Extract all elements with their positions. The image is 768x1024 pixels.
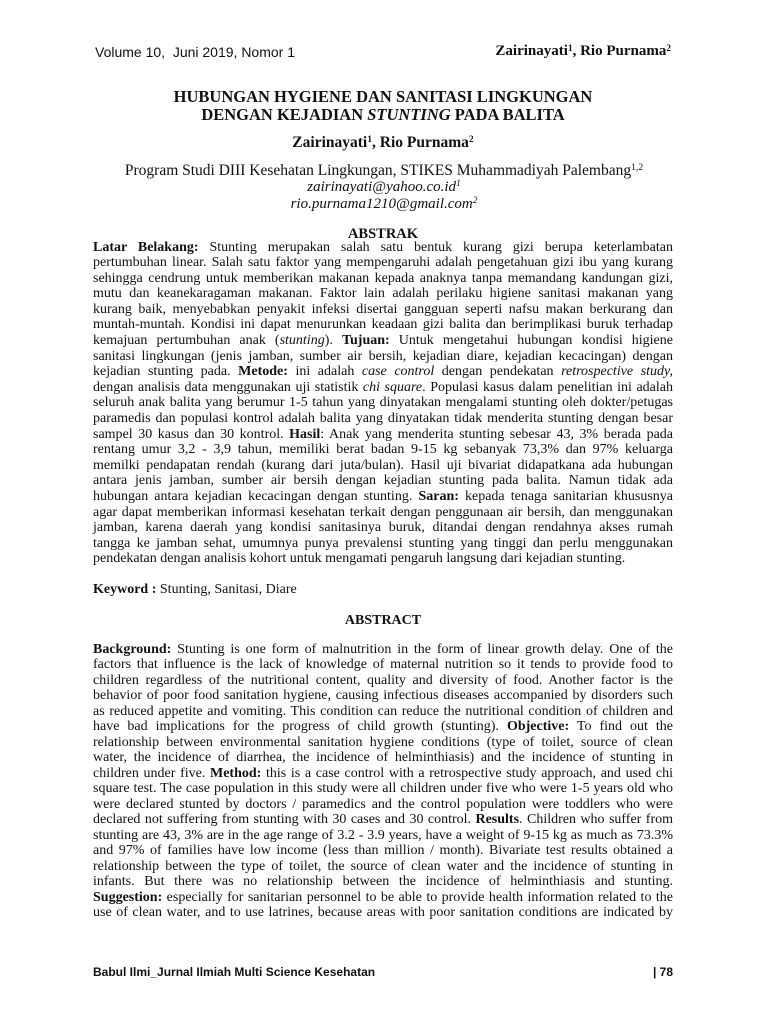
paragraph-line: [93, 536, 673, 552]
text-run: mutu dan keanekaragaman makanan. Faktor lain adalah perilaku higiene sanitasi makanan yang: [93, 286, 673, 302]
paragraph-line: [93, 442, 673, 458]
text-run: this is a case control with a retrospective study approach, and used chi: [261, 765, 673, 781]
superscript-marker: 2: [468, 134, 474, 146]
superscript-marker: 1: [367, 134, 373, 146]
paragraph-line: [93, 520, 673, 536]
line-text: [93, 642, 673, 657]
paragraph-line: [93, 427, 673, 443]
bold-label: Keyword :: [93, 581, 157, 597]
text-run: declared not suffering from stunting with 30 cases and 30 control.: [93, 812, 476, 827]
line-text: [93, 859, 673, 874]
author-list: [93, 134, 673, 152]
line-text: [93, 812, 673, 827]
line-text: [93, 255, 673, 270]
line-text: [93, 551, 625, 566]
abstrak-heading: ABSTRAK: [347, 226, 419, 242]
line-text: [93, 688, 673, 703]
text-run: ini adalah: [287, 364, 362, 380]
superscript-marker: 1: [456, 179, 461, 190]
text-run: pertumbuhan linear. Salah satu faktor yang mempengaruhi adalah pengetahuan gizi ibu yang kurang: [93, 255, 673, 271]
text-run: relationship between the type of toilet, the source of clean water and the incidence of stunting in: [93, 858, 673, 874]
paragraph-line: [93, 349, 673, 365]
text-run: agar dapat memberikan informasi kesehatan terkait dengan penggunaan air bersih, dan menggunakan: [93, 504, 673, 520]
bold-label: Saran:: [418, 489, 459, 504]
bold-label: Metode:: [238, 364, 288, 380]
line-text: [93, 489, 673, 504]
line-text: [93, 781, 673, 796]
line-text: [93, 766, 673, 781]
text-run: Untuk mengetahui hubungan kondisi higiene: [389, 333, 673, 349]
line-text: [93, 735, 673, 750]
running-header-volume: Volume 10, Juni 2019, Nomor 1: [95, 44, 296, 60]
page-number: | 78: [652, 965, 673, 979]
line-text: [93, 704, 673, 719]
text-run: paramedis dan populasi kontrol adalah balita yang dinyatakan tidak menderita stunting dengan besar: [93, 411, 673, 427]
footer-journal-name: Babul Ilmi_Jurnal Ilmiah Multi Science Kesehatan: [93, 965, 376, 979]
paragraph-line: [93, 905, 673, 921]
text-run: , Rio Purnama: [372, 134, 469, 151]
paragraph-line: [93, 411, 673, 427]
line-text: [93, 458, 673, 473]
text-run: memilki pendapatan rendah (kurang dari juta/bulan). Hasil uji bivariat didapatkana ada hubungan: [93, 457, 673, 473]
text-run: ).: [324, 333, 342, 349]
text-run: chi square: [362, 379, 423, 395]
keywords: [93, 582, 297, 598]
text-run: PADA BALITA: [450, 105, 565, 124]
superscript-marker: 1,2: [631, 161, 644, 173]
text-run: DENGAN KEJADIAN: [201, 105, 368, 124]
paragraph-line: [93, 890, 673, 906]
text-run: Stunting merupakan salah satu bentuk kurang gizi berupa keterlambatan: [198, 239, 673, 255]
text-run: children regardless of the nutritional content, quality and diversity of food. Another factor is the: [93, 672, 673, 688]
paragraph-line: [93, 505, 673, 521]
line-text: [93, 657, 673, 672]
bold-label: Objective:: [506, 719, 570, 734]
line-text: [93, 395, 673, 410]
text-run: as reduced appetite and vomiting. This condition can reduce the nutritional condition of children and: [93, 703, 673, 719]
text-run: rentang umur 3,2 - 3,9 tahun, memiliki berat badan 9-15 kg sebanyak 73,3% dan 97% keluarga: [93, 442, 673, 458]
paragraph-line: [93, 657, 673, 673]
text-run: pendekatan dengan analisis kohort untuk mengamati pengaruh langsung dari kejadian stunting.: [93, 551, 626, 567]
paragraph-line: [93, 781, 673, 797]
text-run: were declared stunted by doctors / paramedics and the control population were toddlers who were: [93, 796, 673, 812]
line-text: [93, 520, 673, 535]
text-run: , Rio Purnama: [572, 43, 667, 59]
text-run: . Children who suffer from: [519, 812, 673, 827]
text-run: stunting: [279, 333, 325, 349]
text-run: zairinayati@yahoo.co.id: [307, 178, 457, 195]
text-run: kepada tenaga sanitarian khususnya: [458, 489, 673, 504]
paragraph-line: [93, 673, 673, 689]
bold-label: Suggestion:: [93, 889, 163, 905]
text-run: sehingga cendrung untuk memberikan makanan kepada anaknya tanpa memandang kandungan gizi,: [93, 270, 673, 286]
paragraph-line: [93, 719, 673, 735]
paragraph-line: [93, 380, 673, 396]
text-run: Zairinayati: [292, 134, 368, 151]
text-run: stunting are 43, 3% are in the age range of 3.2 - 3.9 years, have a weight of 9-15 kg as much as 73.3%: [93, 827, 673, 843]
paragraph-line: [93, 364, 673, 380]
paragraph-line: [93, 843, 673, 859]
paragraph-line: [93, 704, 673, 720]
institution: [60, 162, 708, 179]
superscript-marker: 1: [567, 43, 573, 54]
superscript-marker: 2: [666, 43, 671, 54]
line-text: [93, 750, 673, 765]
text-run: retrospective study,: [561, 364, 673, 380]
paragraph-line: [93, 302, 673, 318]
paragraph-line: [93, 859, 673, 875]
paragraph-line: [93, 240, 673, 256]
text-run: case control: [361, 364, 435, 380]
paragraph-line: [93, 750, 673, 766]
affiliation-block: [60, 162, 708, 213]
bold-label: Tujuan:: [341, 333, 390, 349]
paragraph-line: [93, 317, 673, 333]
text-run: Program Studi DIII Kesehatan Lingkungan, STIKES Muhammadiyah Palembang: [124, 161, 632, 179]
line-text: [93, 411, 673, 426]
abstrak-paragraph: [93, 240, 673, 567]
paragraph-line: [93, 255, 673, 271]
line-text: [93, 317, 673, 332]
paragraph-line: [93, 735, 673, 751]
paragraph-line: [93, 473, 673, 489]
paragraph-line: [93, 286, 673, 302]
line-text: [93, 240, 673, 255]
line-text: [93, 828, 673, 843]
text-run: : Anak yang menderita stunting sebesar 43, 3% berada pada: [320, 426, 674, 442]
paragraph-line: [93, 458, 673, 474]
text-run: tangga ke jamban sehat, umumnya punya prevalensi stunting yang tinggi dan perlu menggunakan: [93, 535, 673, 551]
paragraph-line: [93, 395, 673, 411]
line-text: [93, 302, 673, 317]
title-line-2: [93, 106, 673, 124]
text-run: use of clean water, and to use latrines, because areas with poor sanitation conditions are indicated by: [93, 905, 673, 920]
paragraph-line: [93, 874, 673, 890]
text-run: Stunting, Sanitasi, Diare: [156, 581, 297, 597]
line-text: [93, 364, 673, 379]
text-run: kemajuan pertumbuhan anak (: [93, 333, 280, 349]
paragraph-line: [93, 797, 673, 813]
line-text: [93, 874, 673, 889]
paragraph-line: [93, 333, 673, 349]
text-run: dengan analisis data menggunakan uji statistik: [93, 379, 363, 395]
paragraph-line: [93, 271, 673, 287]
bold-label: Hasil: [289, 426, 321, 442]
text-run: kejadian stunting pada.: [93, 364, 239, 380]
paragraph-line: [93, 551, 673, 567]
text-run: muntah-muntah. Kondisi ini dapat menurunkan keadaan gizi balita dan berimplikasi buruk terhadap: [93, 317, 673, 333]
text-run: . Populasi kasus dalam penelitian ini adalah: [422, 379, 674, 395]
text-run: To find out the: [569, 719, 673, 734]
line-text: [93, 380, 673, 395]
text-run: factors that influence is the lack of knowledge of maternal nutrition so it tends to provide food to: [93, 657, 673, 672]
line-text: [93, 286, 673, 301]
text-run: sanitasi lingkungan (jenis jamban, sumber air bersih, kejadian diare, kejadian kecacingan) dengan: [93, 348, 673, 364]
bold-label: Results: [475, 812, 520, 827]
bold-label: Background:: [93, 641, 172, 657]
text-run: Stunting is one form of malnutrition in the form of linear growth delay. One of the: [171, 641, 673, 657]
text-run: relationship between environmental sanitation hygiene conditions (type of toilet, source of clean: [93, 734, 673, 750]
paragraph-line: [93, 766, 673, 782]
text-run: behavior of poor food sanitation hygiene, causing infectious diseases accompanied by disorders such: [93, 688, 673, 703]
abstract-heading: ABSTRACT: [344, 613, 422, 628]
text-run: seluruh anak balita yang berumur 1-5 tahun yang dinyatakan mengalami stunting oleh dokter/petugas: [93, 395, 673, 411]
text-run: jamban, karena daerah yang kondisi sanitasinya buruk, ditandai dengan rendahnya akses rumah: [93, 520, 673, 536]
line-text: [93, 505, 673, 520]
article-title: [93, 88, 673, 124]
text-run: antara jenis jamban, sumber air bersih dengan kejadian stunting pada balita. Namun tidak ada: [93, 473, 673, 489]
abstract-paragraph: [93, 642, 673, 921]
line-text: [93, 536, 673, 551]
line-text: [93, 427, 673, 442]
bold-label: Latar Belakang:: [93, 239, 199, 255]
line-text: [93, 719, 673, 734]
paragraph-line: [93, 688, 673, 704]
line-text: [93, 442, 673, 457]
text-run: and 97% of families have low income (less than million / month). Bivariate test results obtained a: [93, 843, 673, 858]
text-run: children under five.: [93, 765, 210, 781]
line-text: [93, 349, 673, 364]
running-header-authors: [495, 43, 671, 60]
superscript-marker: 2: [472, 196, 478, 207]
bold-label: Method:: [210, 765, 262, 781]
paragraph-line: [93, 489, 673, 505]
line-text: [93, 673, 673, 688]
line-text: [93, 797, 673, 812]
text-run: Zairinayati: [495, 43, 568, 59]
text-run: square test. The case population in this study were all children under five who were 1-5 years old who: [93, 781, 673, 796]
text-run: especially for sanitarian personnel to be able to provide health information related to the: [162, 889, 673, 905]
line-text: [93, 271, 673, 286]
text-run: water, the incidence of diarrhea, the incidence of helminthiasis) and the incidence of stunting in: [93, 750, 673, 765]
paragraph-line: [93, 642, 673, 658]
line-text: [93, 333, 673, 348]
line-text: [93, 473, 673, 488]
line-text: [93, 843, 673, 858]
text-run: sampel 30 kasus dan 30 kontrol.: [93, 426, 290, 442]
text-run: STUNTING: [367, 105, 451, 124]
text-run: kurang baik, menyebabkan penyakit infeksi disertai gangguan seperti nafsu makan berkurang dan: [93, 301, 673, 317]
text-run: hubungan antara kejadian kecacingan dengan stunting.: [93, 489, 419, 504]
paragraph-line: [93, 828, 673, 844]
line-text: [93, 890, 673, 905]
line-text: [93, 905, 673, 920]
text-run: rio.purnama1210@gmail.com: [290, 195, 473, 212]
text-run: have bad implications for the progress of child growth (stunting).: [93, 719, 507, 734]
email-address-1: [60, 179, 708, 196]
email-address-2: [60, 196, 708, 213]
paragraph-line: [93, 812, 673, 828]
text-run: infants. But there was no relationship between the incidence of helminthiasis and stunting.: [93, 874, 673, 889]
text-run: dengan pendekatan: [434, 364, 562, 380]
title-line-1: HUBUNGAN HYGIENE DAN SANITASI LINGKUNGAN: [173, 87, 593, 106]
